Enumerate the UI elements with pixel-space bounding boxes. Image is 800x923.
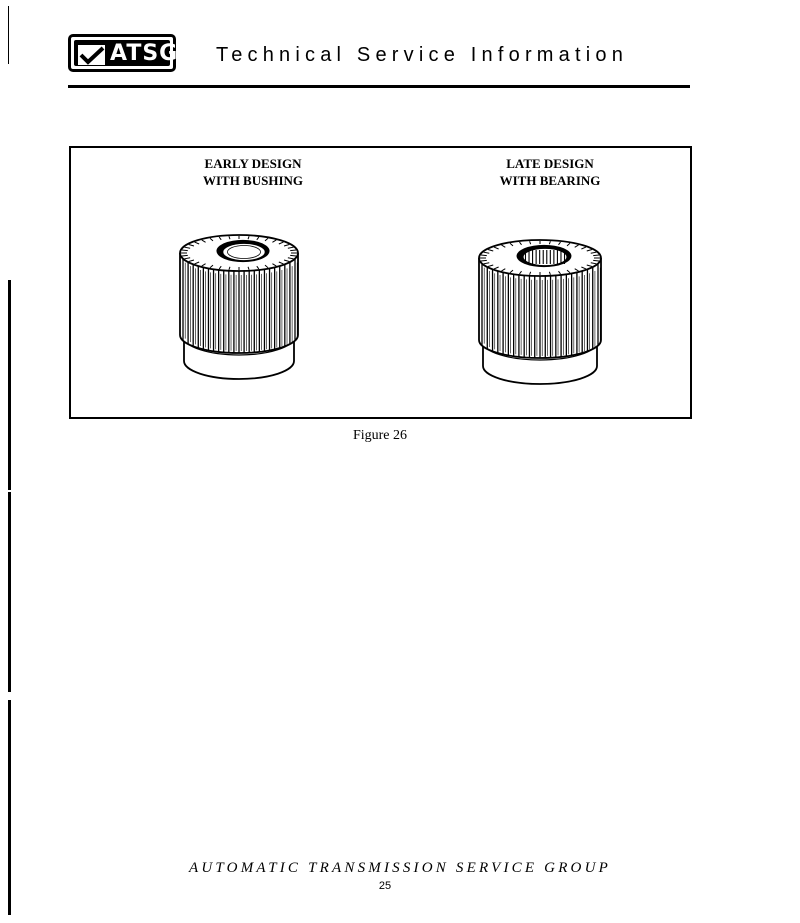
page-header-title: Technical Service Information	[216, 44, 629, 66]
logo-text: ATSG	[110, 41, 179, 66]
atsg-logo	[68, 34, 179, 72]
binding-edge-mark	[8, 700, 11, 915]
late-design-caption	[440, 155, 660, 189]
binding-edge-mark	[8, 280, 11, 490]
figure-caption: Figure 26	[352, 428, 408, 443]
footer-organization: AUTOMATIC TRANSMISSION SERVICE GROUP	[189, 860, 611, 876]
late-design-gear-illustration	[474, 220, 609, 400]
binding-edge-mark	[8, 492, 11, 692]
early-design-caption	[143, 155, 363, 189]
caption-line: EARLY DESIGN	[204, 156, 302, 171]
checkmark-icon	[77, 44, 107, 66]
caption-line: WITH BUSHING	[202, 173, 304, 188]
caption-line: LATE DESIGN	[506, 156, 594, 171]
caption-line: WITH BEARING	[499, 173, 601, 188]
header-divider	[68, 85, 690, 88]
page-number: 25	[378, 880, 392, 892]
early-design-gear-illustration	[175, 215, 305, 390]
binding-edge-mark	[8, 6, 9, 64]
